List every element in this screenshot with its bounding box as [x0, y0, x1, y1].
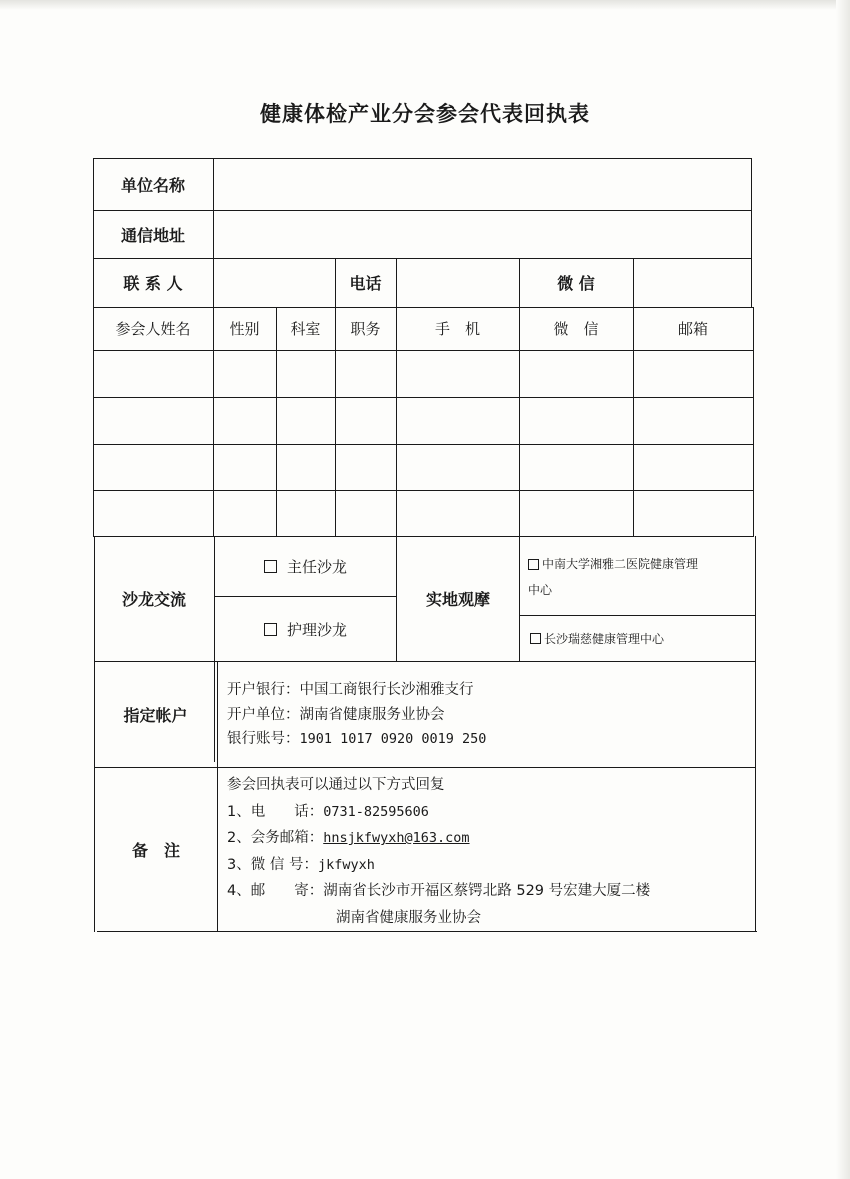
- col-header-name: 参会人姓名: [115, 320, 191, 338]
- account-number-line: [227, 727, 486, 752]
- attendee-row[interactable]: [94, 398, 753, 444]
- salon-option-director[interactable]: [215, 537, 396, 596]
- wechat-field[interactable]: [634, 259, 751, 307]
- contact-label: 联 系 人: [123, 274, 183, 293]
- phone-field[interactable]: [397, 259, 519, 307]
- checkbox-icon[interactable]: [530, 633, 541, 644]
- account-number: 1901 1017 0920 0019 250: [299, 731, 487, 747]
- notes-email-label: 2、会务邮箱：: [227, 830, 324, 846]
- scan-edge-right: [836, 0, 850, 1179]
- notes-phone-label: 1、电 话：: [227, 803, 324, 820]
- unit-name-field[interactable]: [214, 159, 751, 210]
- label-col-divider: [217, 661, 218, 932]
- table-border-right: [751, 158, 752, 308]
- notes-wechat: jkfwyxh: [317, 856, 375, 873]
- col-header-email: 邮箱: [677, 320, 708, 338]
- notes-phone: 0731-82595606: [323, 803, 429, 820]
- col-header-position: 职务: [350, 320, 381, 338]
- address-field[interactable]: [214, 211, 751, 258]
- address-label: 通信地址: [120, 225, 185, 245]
- attendee-row[interactable]: [94, 351, 753, 397]
- visit-option-label: 长沙瑞慈健康管理中心: [544, 632, 665, 646]
- form-title: 健康体检产业分会参会代表回执表: [260, 102, 590, 126]
- table-border-bottom: [97, 931, 757, 932]
- checkbox-icon[interactable]: [264, 623, 277, 636]
- account-label: 指定帐户: [123, 705, 188, 725]
- wechat-label: 微 信: [557, 274, 595, 293]
- visit-option-ruici[interactable]: [530, 616, 752, 661]
- col-header-department: 科室: [290, 320, 321, 338]
- salon-label: 沙龙交流: [121, 590, 186, 609]
- attendee-row[interactable]: [94, 491, 753, 536]
- notes-mail-label: 4、邮 寄：: [227, 883, 324, 899]
- unit-name-label: 单位名称: [120, 175, 185, 195]
- account-details: [227, 678, 486, 752]
- account-number-label: 银行账号：: [227, 731, 300, 747]
- notes-details: [227, 772, 650, 931]
- col-header-wechat: 微 信: [553, 320, 599, 338]
- visit-option-xiangya[interactable]: [528, 548, 750, 606]
- col-header-mobile: 手 机: [434, 320, 480, 338]
- checkbox-icon[interactable]: [264, 560, 277, 573]
- account-bank: 开户银行：中国工商银行长沙湘雅支行: [227, 682, 474, 698]
- visit-option-line: [528, 551, 698, 577]
- notes-wechat-line: [227, 852, 650, 879]
- attendee-row[interactable]: [94, 445, 753, 490]
- table-border-right: [753, 307, 754, 537]
- notes-wechat-label: 3、微 信 号：: [227, 856, 318, 873]
- visit-label: 实地观摩: [425, 590, 490, 609]
- phone-label: 电话: [349, 274, 382, 293]
- scan-edge-top: [0, 0, 850, 10]
- contact-field[interactable]: [214, 259, 335, 307]
- visit-option-line: 中心: [528, 583, 553, 597]
- checkbox-icon[interactable]: [528, 559, 539, 570]
- notes-phone-line: [227, 799, 650, 826]
- notes-mail-org: 湖南省健康服务业协会: [336, 909, 481, 926]
- notes-mail-line: [227, 878, 650, 905]
- visit-option-label: 中南大学湘雅二医院健康管理: [542, 557, 699, 571]
- notes-mail-address: 湖南省长沙市开福区蔡锷北路 529 号宏建大厦二楼: [323, 883, 651, 899]
- salon-option-label: 主任沙龙: [286, 558, 347, 576]
- notes-label: 备 注: [131, 840, 180, 860]
- salon-option-label: 护理沙龙: [286, 620, 347, 639]
- notes-intro: 参会回执表可以通过以下方式回复: [227, 777, 445, 793]
- notes-email-line: [227, 825, 650, 852]
- salon-option-nursing[interactable]: [215, 597, 396, 661]
- notes-email-link[interactable]: hnsjkfwyxh@163.com: [323, 830, 470, 846]
- col-header-gender: 性别: [229, 320, 260, 338]
- table-border-right: [755, 536, 756, 932]
- account-unit: 开户单位：湖南省健康服务业协会: [227, 706, 445, 723]
